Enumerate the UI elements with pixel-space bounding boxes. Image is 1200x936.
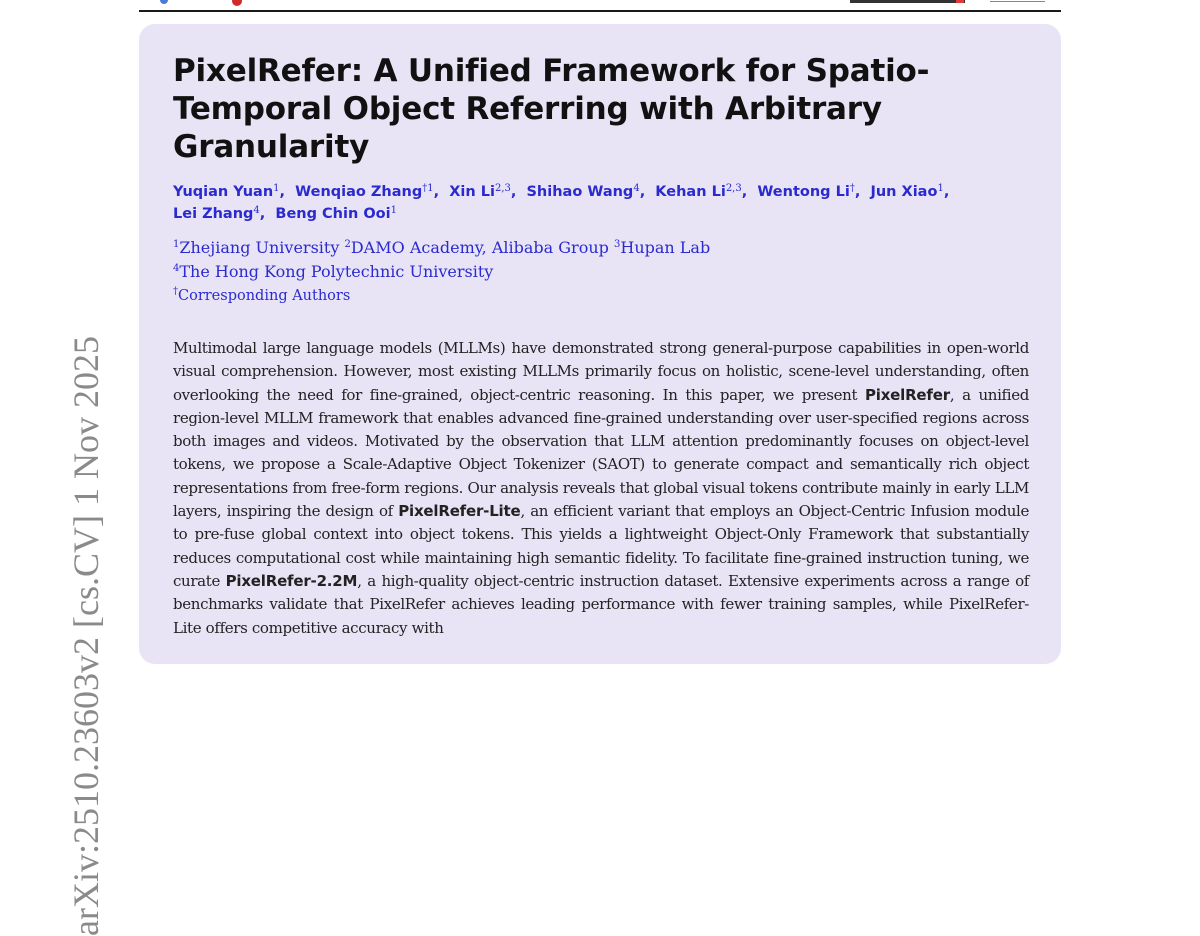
affiliation: DAMO Academy, Alibaba Group — [350, 238, 609, 257]
author-name: Xin Li — [449, 184, 495, 200]
affiliation-line — [173, 260, 1033, 284]
author-name: Beng Chin Ooi — [275, 206, 391, 222]
author-affil-marker: †1 — [422, 183, 434, 194]
author-name: Wentong Li — [757, 184, 850, 200]
author-name: Yuqian Yuan — [173, 184, 274, 200]
header-logo-fragment — [160, 0, 260, 6]
author-affil-marker: 1 — [937, 183, 944, 194]
author-list: Yuqian Yuan$^1$, Wenqiao Zhang$^{\dagger 1}$, Xin Li$^{2,3}$, Shihao Wang$^4$, Kehan Li$^{2,3}$, Wentong Li†, Jun Xiao$^1$, Lei Zhang$^4$, Beng Chin Ooi$^1$ — [173, 183, 950, 222]
abstract-bold-term: PixelRefer-2.2M — [225, 571, 358, 590]
affiliation-list — [173, 236, 1033, 308]
author-affil-marker: 2,3 — [494, 183, 511, 194]
abstract-text: , a high-quality object-centric instruction dataset. Extensive experiments across a range of benchmarks validate that PixelRefer achieves leading performance with fewer training samples, while PixelRefer-Lite offers competitive accuracy with — [173, 571, 1029, 637]
author-affil-marker: 1 — [273, 183, 280, 194]
abstract-bold-term: PixelRefer — [864, 385, 950, 404]
affil-marker: 2 — [344, 239, 351, 250]
author-name: Wenqiao Zhang — [295, 184, 423, 200]
author-name: Jun Xiao — [870, 184, 938, 200]
abstract-text: Multimodal large language models (MLLMs) have demonstrated strong general-purpose capabilities in open-world visual comprehension. However, most existing MLLMs primarily focus on holistic, scene-level understanding, often overlooking the need for fine-grained, object-centric reasoning. In this paper, we present — [173, 339, 1029, 404]
abstract — [173, 337, 1029, 640]
corresponding-note — [173, 284, 1033, 308]
author-affil-marker: † — [849, 183, 855, 194]
affil-marker: 4 — [173, 263, 180, 274]
paper-title: PixelRefer: A Unified Framework for Spatio-Temporal Object Referring with Arbitrary Granularity — [173, 53, 930, 165]
header-rule — [139, 10, 1061, 12]
author-name: Kehan Li — [655, 184, 726, 200]
abstract-text: , an efficient variant that employs an Object-Centric Infusion module to pre-fuse global context into object tokens. This yields a lightweight Object-Only Framework that substantially reduces computational cost while maintaining high semantic fidelity. To facilitate fine-grained instruction tuning, we curate — [173, 502, 1030, 590]
author-affil-marker: 1 — [390, 205, 397, 216]
affiliation: The Hong Kong Polytechnic University — [179, 262, 494, 281]
affil-marker: 3 — [613, 239, 621, 250]
corresponding-label: Corresponding Authors — [178, 288, 351, 304]
author-affil-marker: 4 — [633, 183, 640, 194]
affiliation-line — [173, 236, 1033, 260]
abstract-bold-term: PixelRefer-Lite — [398, 502, 521, 521]
dagger-marker: † — [173, 286, 178, 297]
author-affil-marker: 4 — [253, 205, 260, 216]
author-affil-marker: 2,3 — [725, 183, 742, 194]
affiliation: Hupan Lab — [620, 238, 711, 257]
affil-marker: 1 — [173, 239, 180, 250]
arxiv-identifier-stamp[interactable]: arXiv:2510.23603v2 [cs.CV] 1 Nov 2025 — [66, 336, 106, 936]
affiliation: Zhejiang University — [179, 238, 340, 257]
author-name: Lei Zhang — [173, 206, 254, 222]
header-link-fragment — [850, 0, 1050, 6]
author-name: Shihao Wang — [526, 184, 634, 200]
abstract-text: , a unified region-level MLLM framework that enables advanced fine-grained understanding over user-specified regions across both images and videos. Motivated by the observation that LLM attention predominantly focuses on object-level tokens, we propose a Scale-Adaptive Object Tokenizer (SAOT) to generate compact and semantically rich object representations from free-form regions. Our analysis reveals that global visual tokens contribute mainly in early LLM layers, inspiring the design of — [173, 385, 1029, 521]
